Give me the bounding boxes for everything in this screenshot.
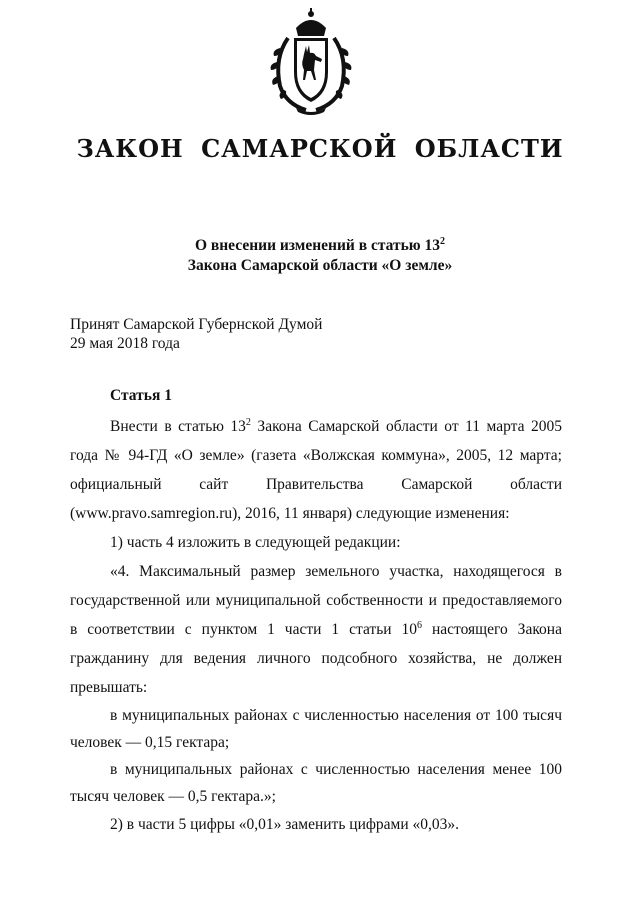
samara-coat-of-arms-icon	[266, 8, 356, 116]
option-under-100k: в муниципальных районах с численностью населения менее 100 тысяч человек — 0,5 гектара.»;	[70, 761, 562, 805]
item-1: 1) часть 4 изложить в следующей редакции:	[110, 534, 401, 551]
subtitle-line-2: Закона Самарской области «О земле»	[187, 257, 453, 274]
subtitle-superscript: 2	[440, 236, 446, 247]
adoption-date: 29 мая 2018 года	[70, 335, 180, 352]
law-title: ЗАКОН САМАРСКОЙ ОБЛАСТИ	[76, 134, 564, 163]
quoted-part-4	[70, 557, 562, 702]
adoption-note	[70, 315, 322, 353]
law-subtitle	[0, 236, 640, 276]
subtitle-line-1	[0, 236, 640, 256]
subtitle-line-1-text: О внесении изменений в статью 13	[194, 237, 441, 254]
intro-superscript: 2	[245, 417, 251, 428]
intro-text-start: Внести в статью 13	[110, 418, 246, 435]
quote-superscript: 6	[417, 620, 423, 631]
option-over-100k: в муниципальных районах с численностью населения от 100 тысяч человек — 0,15 гектара;	[70, 707, 562, 751]
adopted-by: Принят Самарской Губернской Думой	[70, 316, 323, 333]
intro-text-end: Закона Самарской области от 11 марта 2005 года № 94-ГД «О земле» (газета «Волжская коммуна», 2005, 12 марта; официальный сайт Правительства Самарской области (www.pravo.samregion.ru), 2016, 11 января) следующие изменения:	[70, 418, 562, 522]
item-2: 2) в части 5 цифры «0,01» заменить цифрами «0,03».	[110, 816, 460, 833]
quote-text-start: «4. Максимальный размер земельного участка, находящегося в государственной или муниципальной собственности и предоставляемого в соответствии с пунктом 1 части 1 статьи 10	[70, 563, 562, 638]
quote-text-end: настоящего Закона гражданину для ведения личного подсобного хозяйства, не должен превышать:	[70, 621, 562, 696]
article-heading: Статья 1	[110, 387, 172, 404]
article-intro	[70, 412, 562, 528]
article-body	[70, 412, 562, 839]
